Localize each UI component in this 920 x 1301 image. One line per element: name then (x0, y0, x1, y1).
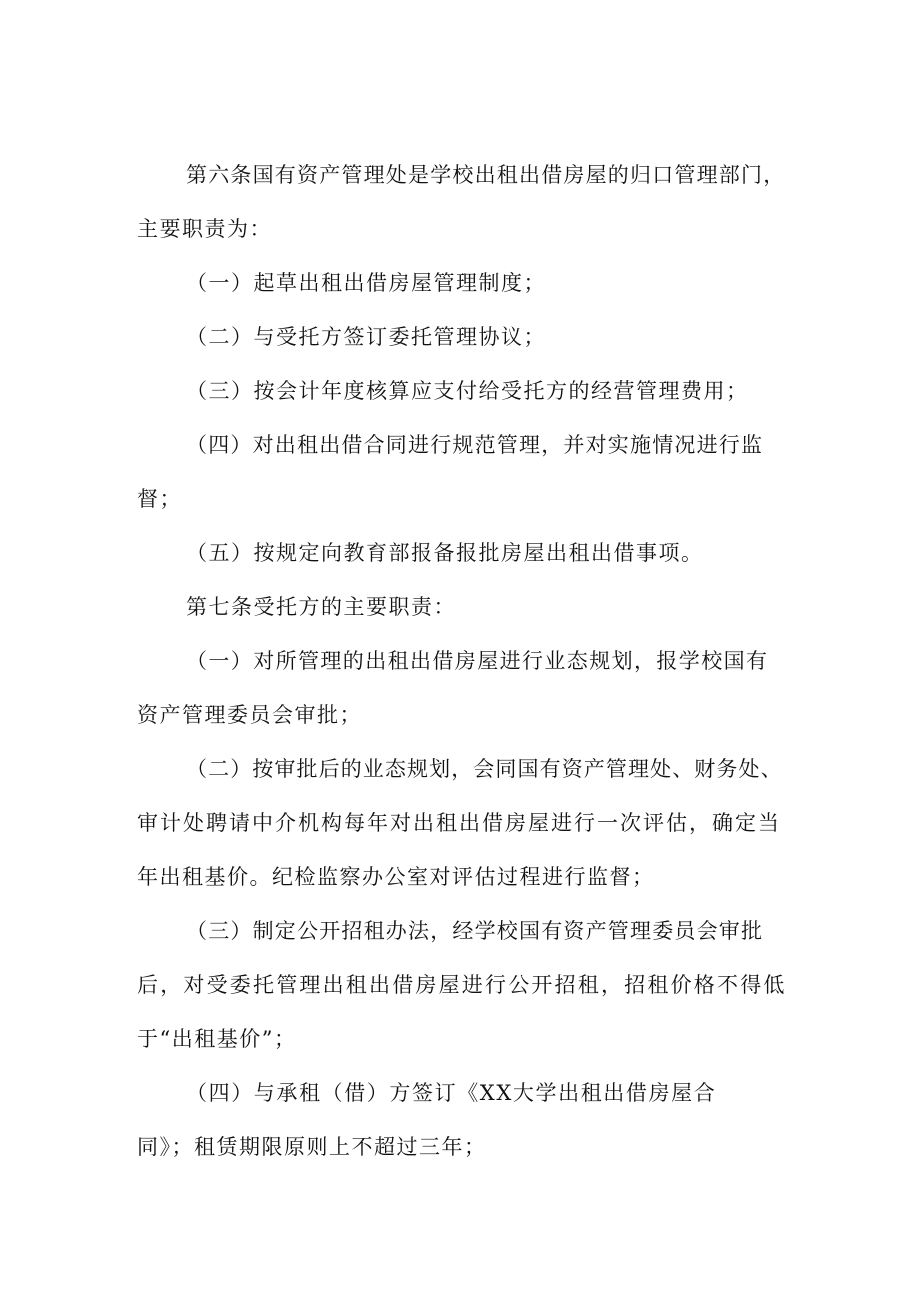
article-7-item-2-cont-2: 年出租基价。纪检监察办公室对评估过程进行监督； (137, 865, 655, 889)
article-6-heading: 第六条国有资产管理处是学校出租出借房屋的归口管理部门， (186, 163, 786, 187)
article-7-item-3: （三）制定公开招租办法，经学校国有资产管理委员会审批 (186, 919, 764, 943)
article-7-item-1-cont: 资产管理委员会审批； (137, 703, 362, 727)
article-6-item-1: （一）起草出租出借房屋管理制度； (186, 271, 546, 295)
article-6-item-2: （二）与受托方签订委托管理协议； (186, 325, 546, 349)
article-7-item-4: （四）与承租（借）方签订《XX大学出租出借房屋合 (186, 1081, 717, 1105)
article-6-item-5: （五）按规定向教育部报备报批房屋出租出借事项。 (186, 541, 704, 565)
article-6-item-4: （四）对出租出借合同进行规范管理，并对实施情况进行监 (186, 433, 764, 457)
article-7-item-2: （二）按审批后的业态规划，会同国有资产管理处、财务处、 (186, 757, 783, 781)
article-7-item-3-cont-1: 后，对受委托管理出租出借房屋进行公开招租，招租价格不得低 (137, 973, 787, 997)
article-7-item-1: （一）对所管理的出租出借房屋进行业态规划，报学校国有 (186, 649, 769, 673)
article-6-item-4-cont: 督； (137, 487, 182, 511)
article-7-item-4-cont: 同》；租赁期限原则上不超过三年； (137, 1135, 487, 1159)
article-7-item-3-cont-2: 于“出租基价”； (137, 1027, 297, 1051)
article-7-item-2-cont-1: 审计处聘请中介机构每年对出租出借房屋进行一次评估，确定当 (137, 811, 781, 835)
article-7-heading: 第七条受托方的主要职责： (186, 595, 456, 619)
article-6-heading-cont: 主要职责为： (137, 217, 272, 241)
article-6-item-3: （三）按会计年度核算应支付给受托方的经营管理费用； (186, 379, 749, 403)
